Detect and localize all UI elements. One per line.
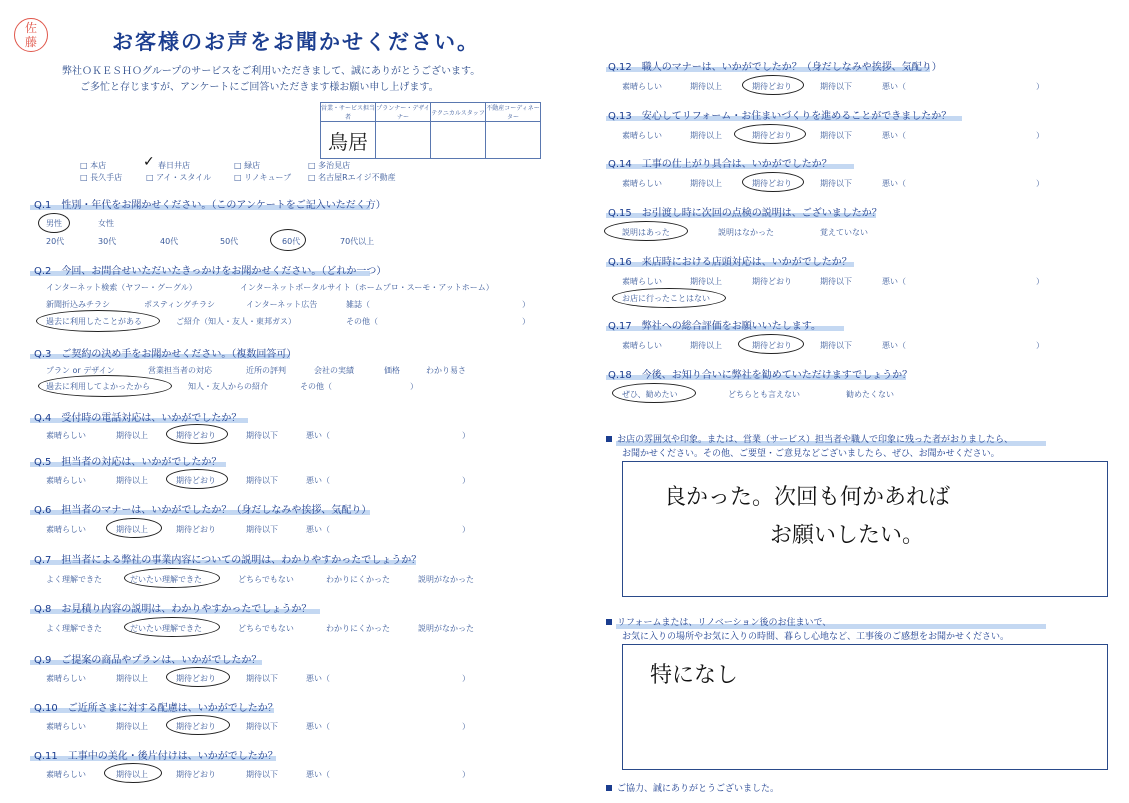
answer-circle xyxy=(742,172,804,192)
option: ） xyxy=(462,674,470,683)
store-label: 多治見店 xyxy=(318,161,351,170)
option: 70代以上 xyxy=(340,237,375,246)
option: 新聞折込みチラシ xyxy=(46,300,110,309)
option: だいたい理解できた xyxy=(130,624,202,633)
option: 雑誌（ xyxy=(346,300,370,309)
answer-circle xyxy=(36,310,160,332)
answer-circle xyxy=(742,75,804,95)
thanks-text: ご協力、誠にありがとうございました。 xyxy=(617,784,780,794)
handwritten-answer-1b: お願いしたい。 xyxy=(770,523,925,548)
option: ） xyxy=(462,431,470,440)
option: 期待どおり xyxy=(752,277,792,286)
store-renocube: □ リノキューブ xyxy=(234,173,292,182)
option: 会社の実績 xyxy=(314,366,354,375)
option: どちらとも言えない xyxy=(728,390,800,399)
option: 素晴らしい xyxy=(46,722,86,731)
option: ） xyxy=(462,770,470,779)
footer-thanks xyxy=(606,781,779,794)
option: プラン or デザイン xyxy=(46,366,115,375)
option: 期待どおり xyxy=(752,82,792,91)
option: 悪い（ xyxy=(882,277,906,286)
option: 素晴らしい xyxy=(46,674,86,683)
option: 素晴らしい xyxy=(622,179,662,188)
option: 悪い（ xyxy=(306,674,330,683)
option: わかり易さ xyxy=(426,366,466,375)
option: ） xyxy=(1036,277,1044,286)
comment-prompt-2b: お気に入りの場所やお気に入りの時間、暮らし心地など、工事後のご感想をお聞かせください。 xyxy=(622,632,1010,642)
red-seal-stamp xyxy=(14,18,48,52)
option: ポスティングチラシ xyxy=(144,300,216,309)
answer-circle xyxy=(612,383,696,403)
comment-prompt-2 xyxy=(606,615,831,628)
option: 期待どおり xyxy=(176,722,216,731)
option: 悪い（ xyxy=(882,82,906,91)
realestate-cell xyxy=(486,122,541,159)
option: 素晴らしい xyxy=(622,131,662,140)
option: 期待以上 xyxy=(116,431,148,440)
store-nagoya-rage: □ 名古屋Rエイジ不動産 xyxy=(308,173,396,182)
answer-circle xyxy=(166,667,230,687)
store-label: リノキューブ xyxy=(244,173,292,182)
option: 素晴らしい xyxy=(46,770,86,779)
option: ） xyxy=(462,476,470,485)
bullet-square-icon xyxy=(606,619,612,625)
prompt-line: リフォームまたは、リノベーション後のお住まいで、 xyxy=(617,618,832,628)
store-label: 長久手店 xyxy=(90,173,123,182)
option: 近所の評判 xyxy=(246,366,286,375)
question-13: Q.13 安心してリフォーム・お住まいづくりを進めることができましたか？ xyxy=(608,111,952,122)
prompt-line: お店の雰囲気や印象。または、営業（サービス）担当者や職人で印象に残った者がおりましたら、 xyxy=(617,435,1014,445)
option: 期待以上 xyxy=(116,674,148,683)
option: ご紹介（知人・友人・東邦ガス） xyxy=(176,317,296,326)
option: 期待どおり xyxy=(752,131,792,140)
store-kasugai xyxy=(158,160,190,171)
question-2: Q.2 今回、お問合せいただいたきっかけをお聞かせください。（どれか一つ） xyxy=(34,266,387,277)
answer-circle xyxy=(166,424,228,444)
intro-line-2: ご多忙と存じますが、アンケートにご回答いただきます様お願い申し上げます。 xyxy=(80,82,439,93)
staff-header-sales: 営業・サービス担当者 xyxy=(321,103,376,122)
option: 素晴らしい xyxy=(622,277,662,286)
option: 説明はなかった xyxy=(718,228,774,237)
store-istyle: □ アイ・スタイル xyxy=(146,173,212,182)
technical-cell xyxy=(431,122,486,159)
option: よく理解できた xyxy=(46,575,102,584)
option: 素晴らしい xyxy=(622,82,662,91)
question-4: Q.4 受付時の電話対応は、いかがでしたか？ xyxy=(34,413,242,424)
answer-circle xyxy=(166,715,230,735)
option: 説明がなかった xyxy=(418,624,474,633)
option: その他（ xyxy=(346,317,378,326)
option: 悪い（ xyxy=(306,722,330,731)
option: 覚えていない xyxy=(820,228,868,237)
option: 期待以上 xyxy=(116,770,148,779)
comment-prompt-1 xyxy=(606,432,1013,445)
option: 女性 xyxy=(98,219,114,228)
handwritten-answer-2: 特になし xyxy=(650,663,739,688)
answer-circle xyxy=(612,288,726,308)
option: 期待どおり xyxy=(752,179,792,188)
option: 期待どおり xyxy=(176,674,216,683)
question-6: Q.6 担当者のマナーは、いかがでしたか？（身だしなみや挨拶、気配り） xyxy=(34,505,372,516)
option: ） xyxy=(1036,82,1044,91)
option: 期待以上 xyxy=(690,179,722,188)
option: 説明はあった xyxy=(622,228,670,237)
option: 悪い（ xyxy=(306,525,330,534)
option: 勧めたくない xyxy=(846,390,894,399)
option: ） xyxy=(1036,131,1044,140)
answer-circle xyxy=(38,213,70,233)
question-14: Q.14 工事の仕上がり具合は、いかがでしたか？ xyxy=(608,159,832,170)
option: その他（ xyxy=(300,382,332,391)
planner-cell xyxy=(376,122,431,159)
option: 価格 xyxy=(384,366,400,375)
staff-table xyxy=(320,102,541,159)
option: 50代 xyxy=(220,237,239,246)
option: どちらでもない xyxy=(238,575,294,584)
option: ） xyxy=(410,382,418,391)
option: 素晴らしい xyxy=(46,431,86,440)
option: 30代 xyxy=(98,237,117,246)
bullet-square-icon xyxy=(606,785,612,791)
option: 期待以下 xyxy=(820,179,852,188)
answer-circle xyxy=(104,763,162,783)
option: 営業担当者の対応 xyxy=(148,366,212,375)
bullet-square-icon xyxy=(606,436,612,442)
option: 期待以下 xyxy=(246,525,278,534)
answer-circle xyxy=(124,617,220,637)
option: 説明がなかった xyxy=(418,575,474,584)
option: 男性 xyxy=(46,219,62,228)
option: ぜひ、勧めたい xyxy=(622,390,678,399)
answer-circle xyxy=(106,518,162,538)
option: ） xyxy=(522,317,530,326)
staff-header-planner: プランナー・デザイナー xyxy=(376,103,431,122)
option: どちらでもない xyxy=(238,624,294,633)
option: 悪い（ xyxy=(306,770,330,779)
option: 期待どおり xyxy=(176,476,216,485)
staff-header-realestate: 不動産コーディネーター xyxy=(486,103,541,122)
option: 悪い（ xyxy=(882,341,906,350)
sales-signature: 鳥居 xyxy=(328,129,368,154)
option: わかりにくかった xyxy=(326,575,390,584)
page-title: お客様のお声をお聞かせください。 xyxy=(112,30,480,54)
option: 期待以下 xyxy=(246,476,278,485)
option: 期待以上 xyxy=(116,722,148,731)
option: 過去に利用したことがある xyxy=(46,317,142,326)
checkmark: ✓ xyxy=(143,154,155,170)
store-label: 春日井店 xyxy=(158,161,190,170)
option: わかりにくかった xyxy=(326,624,390,633)
answer-circle xyxy=(270,229,306,251)
question-8: Q.8 お見積り内容の説明は、わかりやすかったでしょうか？ xyxy=(34,604,312,615)
question-10: Q.10 ご近所さまに対する配慮は、いかがでしたか？ xyxy=(34,703,278,714)
option: 20代 xyxy=(46,237,65,246)
option: 期待以下 xyxy=(246,674,278,683)
store-label: アイ・スタイル xyxy=(156,173,212,182)
answer-circle xyxy=(38,375,172,397)
option: 40代 xyxy=(160,237,179,246)
option: 期待以下 xyxy=(246,770,278,779)
intro-line-1: 弊社ＯＫＥＳＨＯグループのサービスをご利用いただきまして、誠にありがとうございます。 xyxy=(62,66,481,77)
store-tajimi: □ 多治見店 xyxy=(308,161,351,170)
option: 悪い（ xyxy=(306,476,330,485)
option: だいたい理解できた xyxy=(130,575,202,584)
option: 期待以下 xyxy=(246,722,278,731)
question-17: Q.17 弊社への総合評価をお願いいたします。 xyxy=(608,321,821,332)
option: 60代 xyxy=(282,237,301,246)
option: 素晴らしい xyxy=(46,525,86,534)
staff-header-technical: テクニカルスタッフ xyxy=(431,103,486,122)
option: 期待以上 xyxy=(116,525,148,534)
option: お店に行ったことはない xyxy=(622,294,710,303)
option: 期待以上 xyxy=(690,277,722,286)
question-15: Q.15 お引渡し時に次回の点検の説明は、ございましたか？ xyxy=(608,208,882,219)
option: ） xyxy=(1036,179,1044,188)
option: 悪い（ xyxy=(306,431,330,440)
option: 素晴らしい xyxy=(622,341,662,350)
option: 期待どおり xyxy=(176,525,216,534)
question-9: Q.9 ご提案の商品やプランは、いかがでしたか？ xyxy=(34,655,262,666)
comment-prompt-1b: お聞かせください。その他、ご要望・ご意見などございましたら、ぜひ、お聞かせください。 xyxy=(622,449,1000,459)
store-honten: □ 本店 xyxy=(80,161,107,170)
option: 期待以上 xyxy=(690,82,722,91)
option: 期待以上 xyxy=(690,341,722,350)
option: 期待以下 xyxy=(820,277,852,286)
store-label: 名古屋Rエイジ不動産 xyxy=(318,173,396,182)
question-16: Q.16 来店時における店頭対応は、いかがでしたか？ xyxy=(608,257,852,268)
store-label: 本店 xyxy=(90,161,107,170)
question-18: Q.18 今後、お知り合いに弊社を勧めていただけますでしょうか？ xyxy=(608,370,913,381)
option: 期待以上 xyxy=(116,476,148,485)
option: よく理解できた xyxy=(46,624,102,633)
option: インターネット検索（ヤフー・グーグル） xyxy=(46,283,197,292)
option: 期待以上 xyxy=(690,131,722,140)
answer-circle xyxy=(124,568,220,588)
option: 期待どおり xyxy=(752,341,792,350)
option: ） xyxy=(462,722,470,731)
answer-circle xyxy=(166,469,228,489)
option: 期待以下 xyxy=(246,431,278,440)
option: インターネットポータルサイト（ホームプロ・スーモ・アットホーム） xyxy=(240,283,494,292)
option: 悪い（ xyxy=(882,131,906,140)
option: 期待どおり xyxy=(176,770,216,779)
answer-circle xyxy=(734,124,806,144)
store-nagakute: □ 長久手店 xyxy=(80,173,123,182)
answer-circle xyxy=(604,221,688,241)
option: 期待以下 xyxy=(820,341,852,350)
question-3: Q.3 ご契約の決め手をお聞かせください。（複数回答可） xyxy=(34,349,297,360)
question-5: Q.5 担当者の対応は、いかがでしたか？ xyxy=(34,457,222,468)
option: 期待以下 xyxy=(820,82,852,91)
answer-circle xyxy=(738,334,804,354)
question-1: Q.1 性別・年代をお聞かせください。（このアンケートをご記入いただく方） xyxy=(34,200,386,211)
option: 過去に利用してよかったから xyxy=(46,382,150,391)
question-7: Q.7 担当者による弊社の事業内容についての説明は、わかりやすかったでしょうか？ xyxy=(34,555,422,566)
option: 素晴らしい xyxy=(46,476,86,485)
handwritten-answer-1: 良かった。次回も何かあれば xyxy=(664,485,951,510)
sales-signature-cell xyxy=(321,122,376,159)
question-11: Q.11 工事中の美化・後片付けは、いかがでしたか？ xyxy=(34,751,278,762)
option: 悪い（ xyxy=(882,179,906,188)
option: 期待どおり xyxy=(176,431,216,440)
seal-text: 佐藤 xyxy=(24,21,37,49)
question-12: Q.12 職人のマナーは、いかがでしたか？（身だしなみや挨拶、気配り） xyxy=(608,62,942,73)
store-label: 緑店 xyxy=(244,161,261,170)
option: 期待以下 xyxy=(820,131,852,140)
option: ） xyxy=(522,300,530,309)
option: ） xyxy=(1036,341,1044,350)
option: インターネット広告 xyxy=(246,300,318,309)
option: 知人・友人からの紹介 xyxy=(188,382,268,391)
option: ） xyxy=(462,525,470,534)
store-midori: □ 緑店 xyxy=(234,161,261,170)
